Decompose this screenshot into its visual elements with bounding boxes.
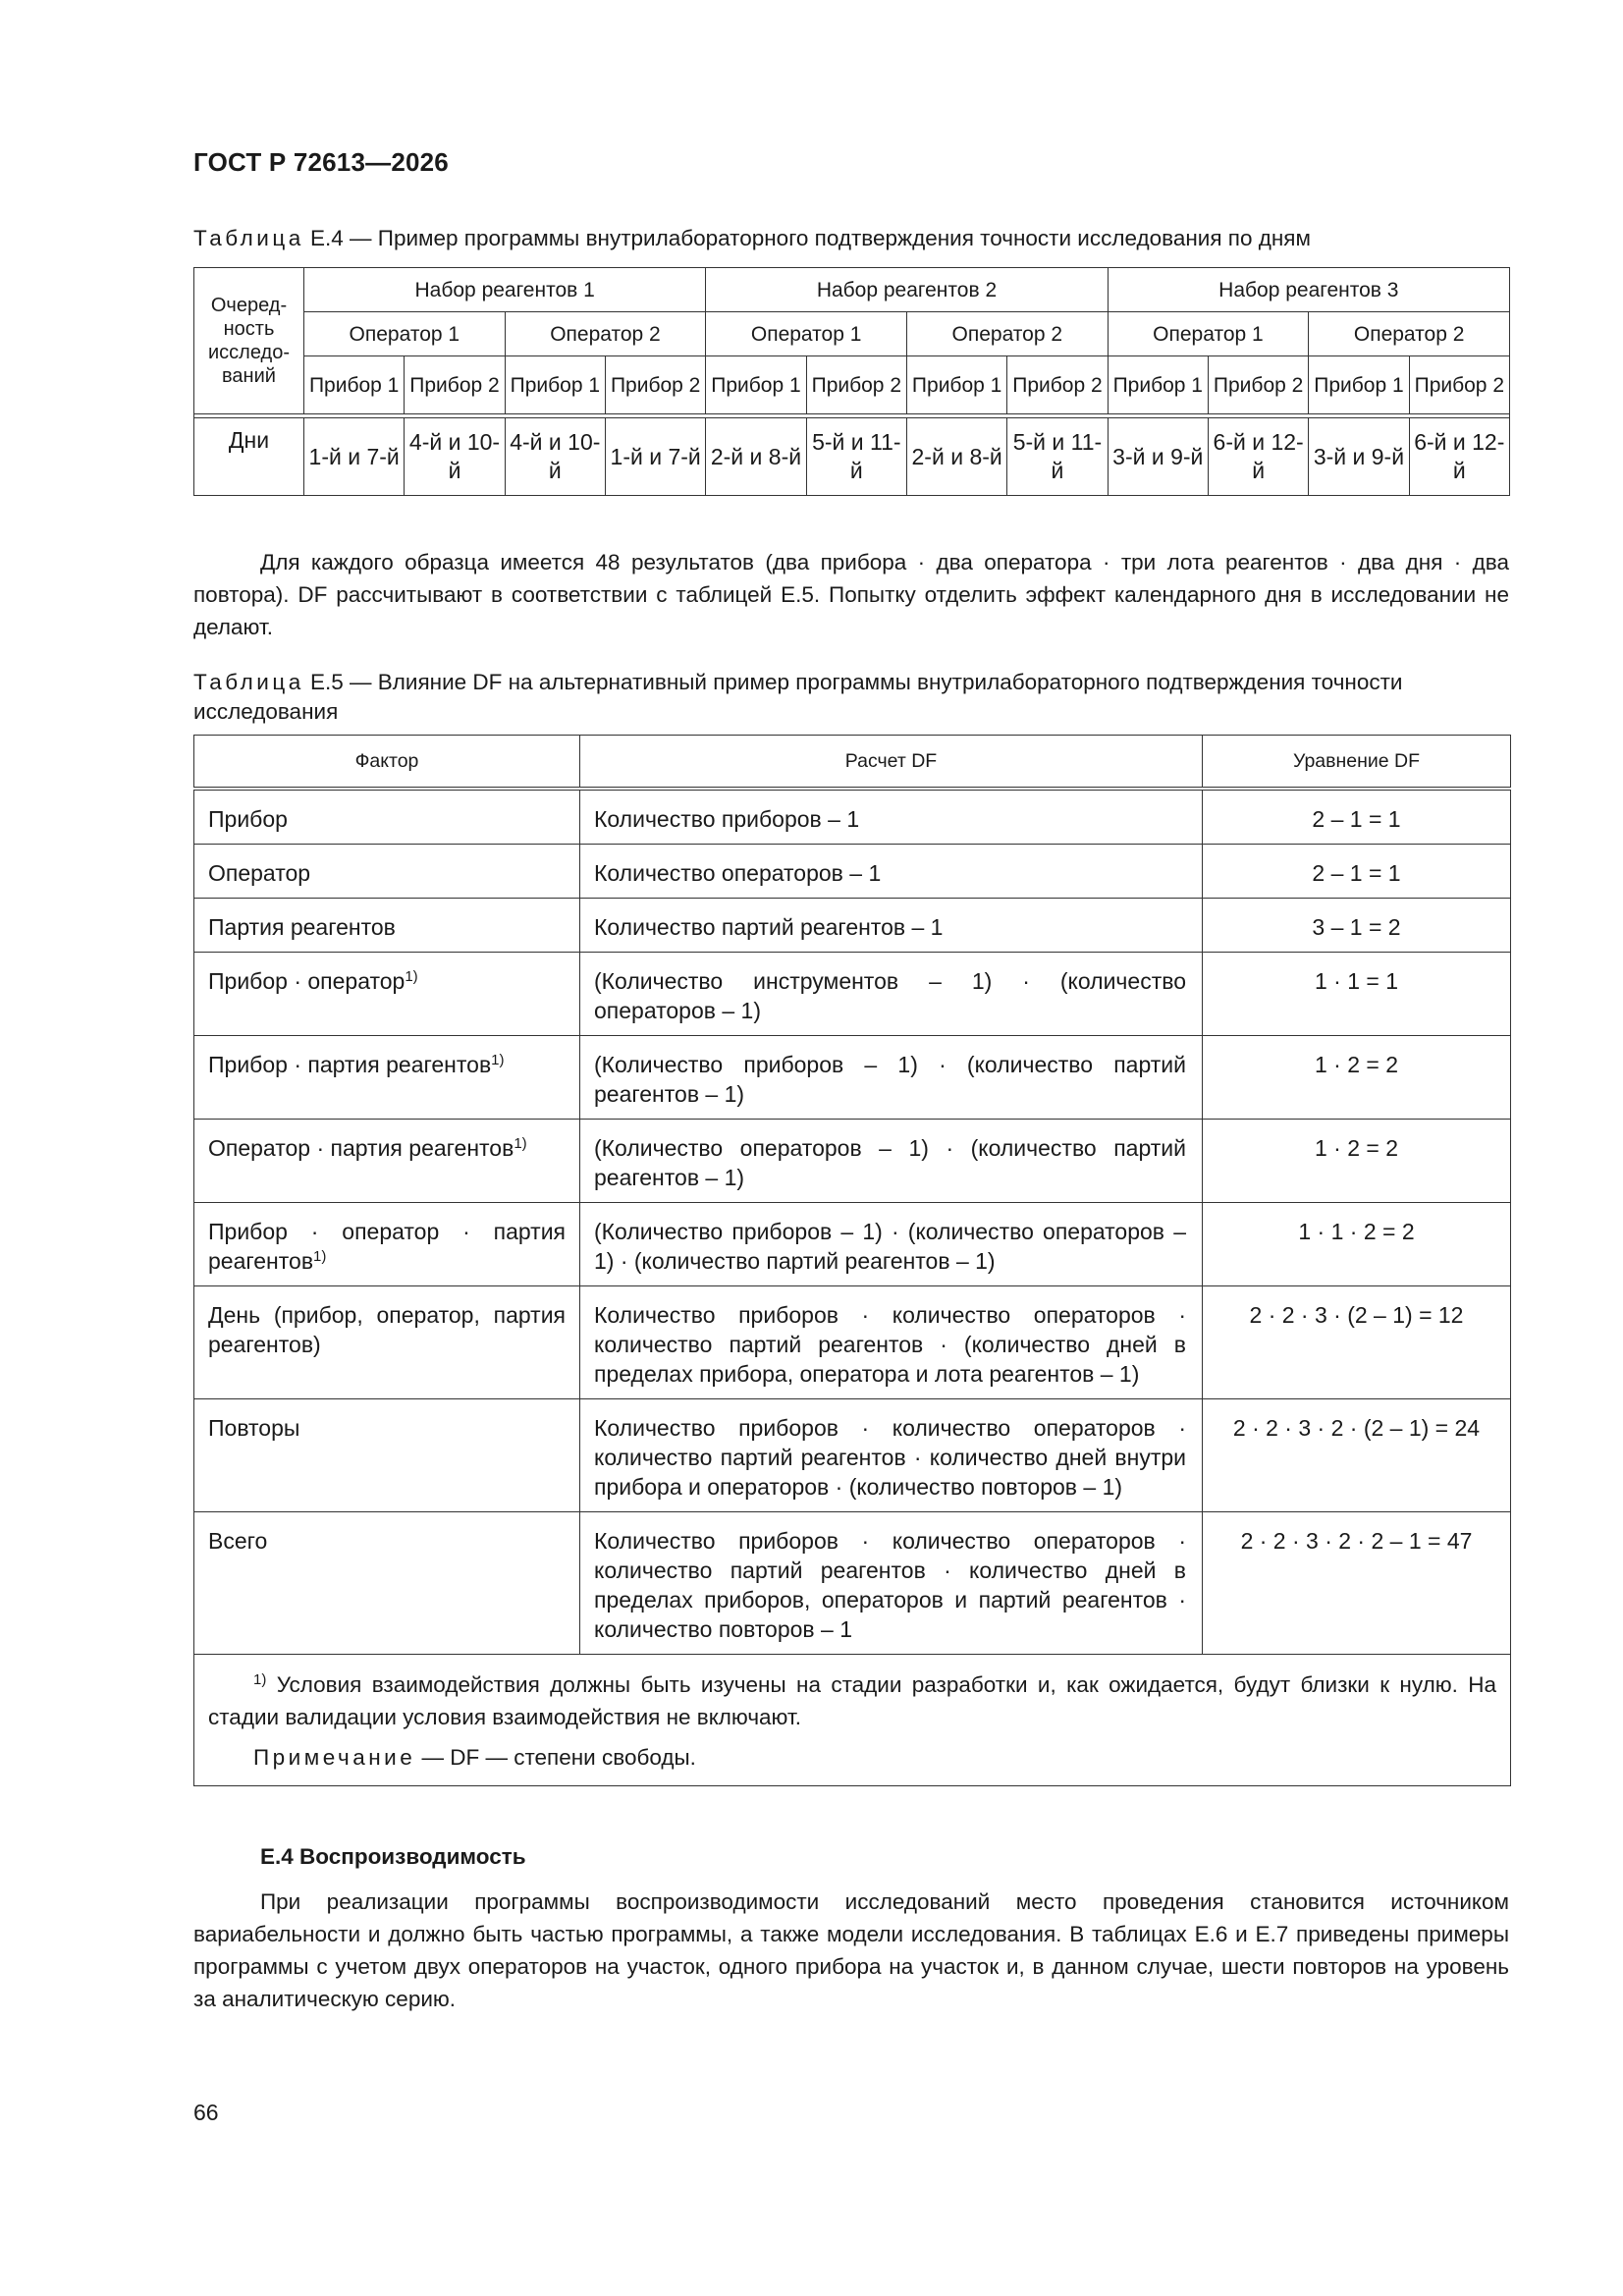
table-footer <box>194 1655 1511 1786</box>
table-e4 <box>193 267 1510 496</box>
calc-cell: (Количество приборов – 1) · (количество партий реагентов – 1) <box>580 1036 1203 1120</box>
day-cell: 6-й и 12-й <box>1208 418 1308 496</box>
column-header-calc: Расчет DF <box>580 736 1203 790</box>
device-header: Прибор 2 <box>405 356 505 414</box>
table-e5-caption <box>193 668 1509 727</box>
section-title: Е.4 Воспроизводимость <box>260 1844 526 1869</box>
paragraph-reproducibility: При реализации программы воспроизводимости исследований место проведения становится источником вариабельности и должно быть частью программы, а также модели исследования. В таблицах Е.6 и Е.7 приведены примеры программы с учетом двух операторов на участок, одного прибора на участок и, в данном случае, шести повторов на уровень за аналитическую серию. <box>193 1889 1509 2011</box>
table-e4-caption <box>193 224 1509 253</box>
table-row <box>194 1399 1511 1512</box>
factor-cell <box>194 1399 580 1512</box>
factor-text: Всего <box>208 1528 268 1554</box>
table-row <box>194 789 1511 845</box>
factor-text: Партия реагентов <box>208 914 396 940</box>
operator-header: Оператор 1 <box>706 312 907 356</box>
device-header: Прибор 2 <box>605 356 705 414</box>
factor-cell <box>194 899 580 953</box>
factor-text: Прибор · оператор · партия реагентов <box>208 1219 566 1274</box>
operator-header: Оператор 2 <box>1309 312 1510 356</box>
day-cell: 4-й и 10-й <box>505 418 605 496</box>
column-header-factor: Фактор <box>194 736 580 790</box>
day-cell: 5-й и 11-й <box>1007 418 1108 496</box>
equation-cell: 1 · 1 · 2 = 2 <box>1203 1203 1511 1286</box>
footnote-mark: 1) <box>253 1671 267 1688</box>
day-cell: 4-й и 10-й <box>405 418 505 496</box>
calc-cell: (Количество операторов – 1) · (количество партий реагентов – 1) <box>580 1120 1203 1203</box>
note <box>208 1741 1496 1774</box>
factor-text: Оператор · партия реагентов <box>208 1135 514 1161</box>
factor-cell <box>194 1203 580 1286</box>
device-header: Прибор 1 <box>505 356 605 414</box>
calc-cell: Количество партий реагентов – 1 <box>580 899 1203 953</box>
calc-cell: Количество операторов – 1 <box>580 845 1203 899</box>
table-row <box>194 845 1511 899</box>
operator-header: Оператор 1 <box>1108 312 1309 356</box>
operator-header: Оператор 2 <box>906 312 1108 356</box>
factor-cell <box>194 1286 580 1399</box>
factor-text: Оператор <box>208 860 311 886</box>
equation-cell: 1 · 2 = 2 <box>1203 1120 1511 1203</box>
factor-text: День (прибор, оператор, партия реагентов) <box>208 1302 566 1357</box>
day-cell: 2-й и 8-й <box>906 418 1006 496</box>
factor-text: Прибор <box>208 806 288 832</box>
table-row <box>194 899 1511 953</box>
note-label: Примечание <box>253 1745 416 1770</box>
page-number: 66 <box>193 2100 219 2125</box>
day-cell: 3-й и 9-й <box>1108 418 1208 496</box>
paragraph-results: Для каждого образца имеется 48 результатов (два прибора · два оператора · три лота реагентов · два дня · два повтора). DF рассчитывают в соответствии с таблицей Е.5. Попытку отделить эффект календарного дня в исследовании не делают. <box>193 550 1509 639</box>
equation-cell: 2 – 1 = 1 <box>1203 845 1511 899</box>
footnote-text: Условия взаимодействия должны быть изучены на стадии разработки и, как ожидается, будут близки к нулю. На стадии валидации условия взаимодействия не включают. <box>208 1672 1496 1729</box>
device-header: Прибор 1 <box>304 356 405 414</box>
caption-label: Таблица <box>193 670 304 694</box>
factor-cell <box>194 1120 580 1203</box>
factor-cell <box>194 1512 580 1655</box>
device-header: Прибор 2 <box>1208 356 1308 414</box>
device-header: Прибор 2 <box>1409 356 1509 414</box>
factor-cell <box>194 789 580 845</box>
table-row <box>194 1286 1511 1399</box>
day-cell: 1-й и 7-й <box>605 418 705 496</box>
operator-header: Оператор 1 <box>304 312 506 356</box>
day-cell: 5-й и 11-й <box>806 418 906 496</box>
equation-cell: 2 · 2 · 3 · 2 · 2 – 1 = 47 <box>1203 1512 1511 1655</box>
device-header: Прибор 1 <box>1309 356 1409 414</box>
days-label: Дни <box>194 418 304 496</box>
device-header: Прибор 1 <box>906 356 1006 414</box>
calc-cell: Количество приборов · количество операторов · количество партий реагентов · количество дней внутри прибора и операторов · (количество повторов – 1) <box>580 1399 1203 1512</box>
table-row <box>194 1512 1511 1655</box>
caption-label: Таблица <box>193 226 304 250</box>
factor-text: Повторы <box>208 1415 300 1441</box>
equation-cell: 2 · 2 · 3 · 2 · (2 – 1) = 24 <box>1203 1399 1511 1512</box>
footnote-ref: 1) <box>514 1135 527 1152</box>
day-cell: 3-й и 9-й <box>1309 418 1409 496</box>
reagent-set-header: Набор реагентов 3 <box>1108 268 1509 312</box>
table-row <box>194 1036 1511 1120</box>
factor-text: Прибор · оператор <box>208 968 406 994</box>
factor-cell <box>194 845 580 899</box>
table-e5 <box>193 735 1511 1786</box>
operator-header: Оператор 2 <box>505 312 706 356</box>
caption-text: Е.4 — Пример программы внутрилабораторного подтверждения точности исследования по дням <box>310 226 1311 250</box>
device-header: Прибор 2 <box>1007 356 1108 414</box>
footnote-ref: 1) <box>313 1248 327 1265</box>
factor-cell <box>194 953 580 1036</box>
footnote-ref: 1) <box>491 1052 505 1068</box>
footnote-ref: 1) <box>405 968 418 985</box>
device-header: Прибор 1 <box>1108 356 1208 414</box>
day-cell: 6-й и 12-й <box>1409 418 1509 496</box>
equation-cell: 1 · 1 = 1 <box>1203 953 1511 1036</box>
reagent-set-header: Набор реагентов 2 <box>706 268 1108 312</box>
equation-cell: 2 – 1 = 1 <box>1203 789 1511 845</box>
calc-cell: (Количество приборов – 1) · (количество операторов – 1) · (количество партий реагентов – 1) <box>580 1203 1203 1286</box>
equation-cell: 3 – 1 = 2 <box>1203 899 1511 953</box>
factor-text: Прибор · партия реагентов <box>208 1052 492 1077</box>
calc-cell: Количество приборов – 1 <box>580 789 1203 845</box>
day-cell: 2-й и 8-й <box>706 418 806 496</box>
caption-text: Е.5 — Влияние DF на альтернативный пример программы внутрилабораторного подтверждения точности исследования <box>193 670 1403 724</box>
table-row <box>194 953 1511 1036</box>
footnote <box>208 1668 1496 1733</box>
factor-cell <box>194 1036 580 1120</box>
column-header-equation: Уравнение DF <box>1203 736 1511 790</box>
equation-cell: 1 · 2 = 2 <box>1203 1036 1511 1120</box>
table-row <box>194 1120 1511 1203</box>
table-row <box>194 1203 1511 1286</box>
equation-cell: 2 · 2 · 3 · (2 – 1) = 12 <box>1203 1286 1511 1399</box>
device-header: Прибор 1 <box>706 356 806 414</box>
calc-cell: Количество приборов · количество операторов · количество партий реагентов · (количество дней в пределах прибора, оператора и лота реагентов – 1) <box>580 1286 1203 1399</box>
row-header-cell: Очеред-ность исследо-ваний <box>194 268 304 414</box>
calc-cell: (Количество инструментов – 1) · (количество операторов – 1) <box>580 953 1203 1036</box>
calc-cell: Количество приборов · количество операторов · количество партий реагентов · количество дней в пределах приборов, операторов и партий реагентов · количество повторов – 1 <box>580 1512 1203 1655</box>
table-row <box>194 418 1510 496</box>
note-text: — DF — степени свободы. <box>421 1745 696 1770</box>
day-cell: 1-й и 7-й <box>304 418 405 496</box>
reagent-set-header: Набор реагентов 1 <box>304 268 706 312</box>
document-header: ГОСТ Р 72613—2026 <box>193 147 449 177</box>
device-header: Прибор 2 <box>806 356 906 414</box>
